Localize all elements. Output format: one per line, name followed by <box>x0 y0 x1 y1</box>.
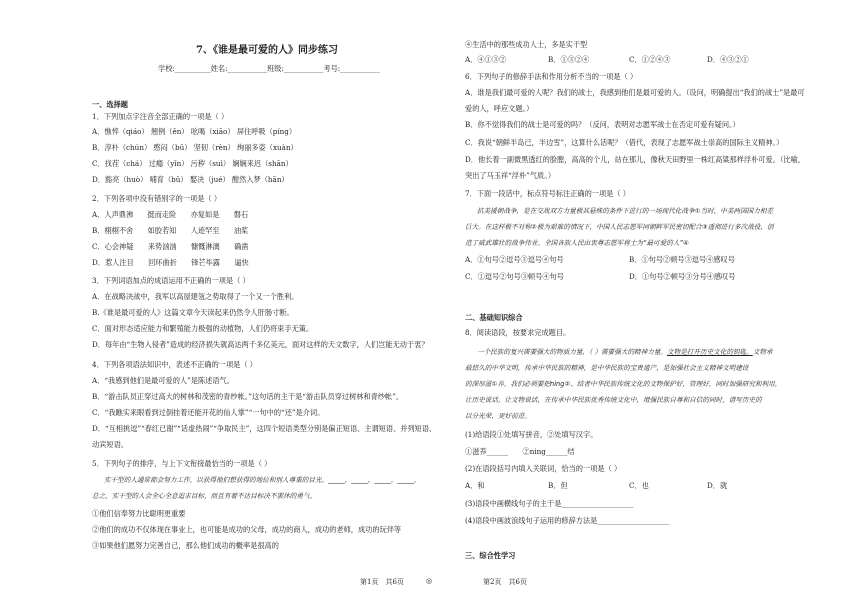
q5-choice-b: B．①③②④ <box>548 55 590 64</box>
section-heading-3: 三、综合性学习 <box>465 551 516 560</box>
q4-option-d-cont: 动宾短语。 <box>92 440 128 449</box>
q5-stem: 5．下列句子的排序，与上下文衔接最恰当的一项是（ ） <box>92 459 272 468</box>
q8-passage <box>477 348 773 357</box>
q8-subquestion-1-blanks: ①滋养______ ②ning______结 <box>465 447 575 456</box>
q8-passage-cont-3: 让历史说话，让文物说话，在传承中华民族优秀传统文化中，增强民族自尊和自信的同时，谱写历史的 <box>465 396 762 404</box>
q5-passage: 实干型的人通常都会努力工作，以获得他们想获得的地位和别人尊重的目光。_____，_____，_____，_____， <box>104 476 421 484</box>
q8-subquestion-1: (1)给语段①处填写拼音，②处填写汉字。 <box>465 430 598 439</box>
q5-choice-a: A．④①③② <box>465 55 507 64</box>
q1-option-d: D．豁亮（huò） 哺育（bǔ） 娶决（jué） 酣然入梦（hān） <box>92 175 289 184</box>
page-title: 7、《谁是最可爱的人》同步练习 <box>196 45 338 56</box>
q4-option-a: A．“我感到他们是最可爱的人”是陈述语气。 <box>92 376 234 385</box>
q2-option-d: D．惹人注目 回环曲折 锋芒毕露 逼快 <box>92 258 249 267</box>
q4-stem: 4．下列各项语法知识中，表述不正确的一项是（ ） <box>92 360 257 369</box>
q1-option-b: B．淳朴（chún） 憨闷（bū） 坚韧（rèn） 绚丽多姿（xuàn） <box>92 143 298 152</box>
q8-passage-cont-4: 以分光荣，更好前进。 <box>465 412 531 420</box>
binding-mark-icon: ◎ <box>426 577 433 585</box>
q5-passage-cont: 总之，实干型的人会全心全意追求目标，而且有着不达目标决不罢休的勇气。 <box>92 492 317 500</box>
q8-choice-b: B．但 <box>548 481 568 490</box>
q4-option-b: B．“游击队员正穿过高大的树林和茂密的青纱帐。”这句话的主干是“游击队员穿过树林和青纱帐”。 <box>92 392 404 401</box>
q3-stem: 3．下列词语加点的成语运用不正确的一项是（ ） <box>92 276 250 285</box>
q8-passage-cont-1: 载悠久的中华文明，传承中华民族的精神，是中华民族的宝贵遗产，是加强社会主义精神文明建设 <box>465 364 749 372</box>
student-info-line: 学校:__________姓名:___________班级:___________考号:___________ <box>158 64 380 73</box>
q8-stem: 8．阅读语段，按要求完成题目。 <box>465 328 571 337</box>
q2-option-b: B．栩栩不舍 如胶若知 人迹罕至 油桨 <box>92 226 249 235</box>
q7-option-d: D．①句号②顿号③分号④感叹号 <box>629 272 736 281</box>
q7-stem: 7．下面一段话中，标点符号标注正确的一项是（ ） <box>465 189 630 198</box>
q7-passage-cont-2: 造了威武雄壮的战争伟业。全国各族人民由衷尊志愿军将士为“最可爱的人”④ <box>465 239 689 247</box>
q3-option-c: C．面对形态适应能力和繁殖能力极强的动植物，人们仍将束手无策。 <box>92 324 314 333</box>
q6-option-c: C．我说“朝鲜半岛已，半边雪”，这算什么话呢？（借代，表现了志愿军战士崇高的国际主义精神。） <box>465 138 784 147</box>
q5-sentence-3: ③如果他们愿努力完善自己，那么他们成功的概率是很高的 <box>92 541 279 550</box>
q5-sentence-2: ②他们的成功不仅体现在事业上，也可能是成功的父母，成功的商人，成功的老师，成功的玩伴等 <box>92 525 402 534</box>
q8-passage-cont-2: 的深厚滋①养。我们必须要把ning②、结者中华民族传统文化的文物保护好，管理好，同时加强研究和利用， <box>465 380 782 388</box>
q1-option-c: C．找茬（chá） 过瘾（yǐn） 污秽（suì） 娴娴来迟（shān） <box>92 159 293 168</box>
right-page <box>430 0 860 608</box>
q1-option-a: A．憔悴（qiáo） 翘例（ěn） 吆喝（xiāo） 屏住呼吸（píng） <box>92 127 297 136</box>
q4-option-c: C．“我瞧实来眼看到过倒挂着还能开花的仙人掌”“一句中的“还”是介词。 <box>92 408 325 417</box>
q3-option-a: A．在战略决战中，我军以高屋建瓴之势取得了一个又一个胜利。 <box>92 292 299 301</box>
q6-option-d-cont: 突出了马玉祥“浮朴”气质。） <box>465 171 556 180</box>
q3-option-d: D．每年由“生物入侵者”造成的经济损失就高达两千多亿美元，面对这样的天文数字，人们岂能无动于衷？ <box>92 340 429 349</box>
q5-sentence-1: ①他们信奉努力比聪明更重要 <box>92 509 186 518</box>
q1-stem: 1．下列加点字注音全部正确的一项是（ ） <box>92 112 229 121</box>
q8-choice-c: C．也 <box>629 481 649 490</box>
q6-option-a-cont: 爱的人，呼应文题。） <box>465 104 534 113</box>
q6-stem: 6．下列句子的修辞手法和作用分析不当的一项是（ ） <box>465 72 638 81</box>
q3-option-b: B.《谁是最可爱的人》这篇文章今天读起来仍然令人肝肠寸断。 <box>92 308 294 317</box>
page-number-left: 第1页 共6页 <box>360 578 404 586</box>
q2-option-c: C．心会神疑 来势汹汹 慷慨淋漓 确凿 <box>92 242 249 251</box>
q6-option-a: A．谁是我们最可爱的人呢？我们的战士，我感到他们是最可爱的人。（设问，明确提出“我们的战士”是最可 <box>465 88 805 97</box>
q2-stem: 2．下列各项中没有错别字的一项是（ ） <box>92 194 222 203</box>
q5-sentence-4: ④生活中的那些成功人士，多是实干型 <box>465 40 588 49</box>
q7-passage-cont-1: 巨大。在这样极不对称②极为艰难的情况下，中国人民志愿军同朝鲜军民密切配合③透彻进行多次战役，创 <box>465 223 774 231</box>
q5-choice-c: C．①②④③ <box>629 55 671 64</box>
q6-option-d: D．他长着一副微黑透红的脸膛，高高的个儿，站在那儿，像秋天田野里一株红高粱那样浮朴可爱。（比喻， <box>465 155 805 164</box>
q7-option-a: A．①句号②逗号③逗号④句号 <box>465 255 564 264</box>
q6-option-b: B．你不觉得我们的战士是可爱的吗？（反问，表明对志愿军战士在否定可爱有疑问。） <box>465 120 740 129</box>
q7-option-c: C．①逗号②句号③顿号④句号 <box>465 272 564 281</box>
q4-option-d: D．“互相挑逗”“春红已谢”“话虚热闹”“争取民主”，这四个短语类型分别是偏正短语、主谓短语、并列短语、 <box>92 424 437 433</box>
q7-passage: 抗美援朝战争，是在交战双方力量极其悬殊的条件下进行的一场现代化战争①当时，中美两国国力相差 <box>477 207 774 215</box>
q8-underlined-sentence: 文物是打开历史文化的钥匙。 <box>667 348 753 356</box>
q8-subquestion-2: (2)在语段括号内填入关联词，恰当的一项是（ ） <box>465 464 622 473</box>
section-heading-2: 二、基础知识综合 <box>465 313 523 322</box>
section-heading-1: 一、选择题 <box>92 100 128 109</box>
q8-subquestion-4: (4)语段中画波浪线句子运用的修辞方法是____________________ <box>465 516 670 525</box>
q2-option-a: A．人声鼎沸 挺而走险 亦复如是 磐石 <box>92 210 249 219</box>
q8-passage-text: 一个民族的复兴需要强大的物质力量，（ ）需要强大的精神力量。 <box>477 348 668 356</box>
q5-choice-d: D．④③②① <box>707 55 749 64</box>
page-number-right: 第2页 共6页 <box>483 578 527 586</box>
q8-choice-d: D．就 <box>707 481 728 490</box>
q7-option-b: B．①句号②顿号③逗号④感叹号 <box>629 255 735 264</box>
q8-subquestion-3: (3)语段中画横线句子的主干是____________________ <box>465 499 634 508</box>
q8-passage-text-2: 文物承 <box>752 348 773 356</box>
q8-choice-a: A．和 <box>465 481 485 490</box>
